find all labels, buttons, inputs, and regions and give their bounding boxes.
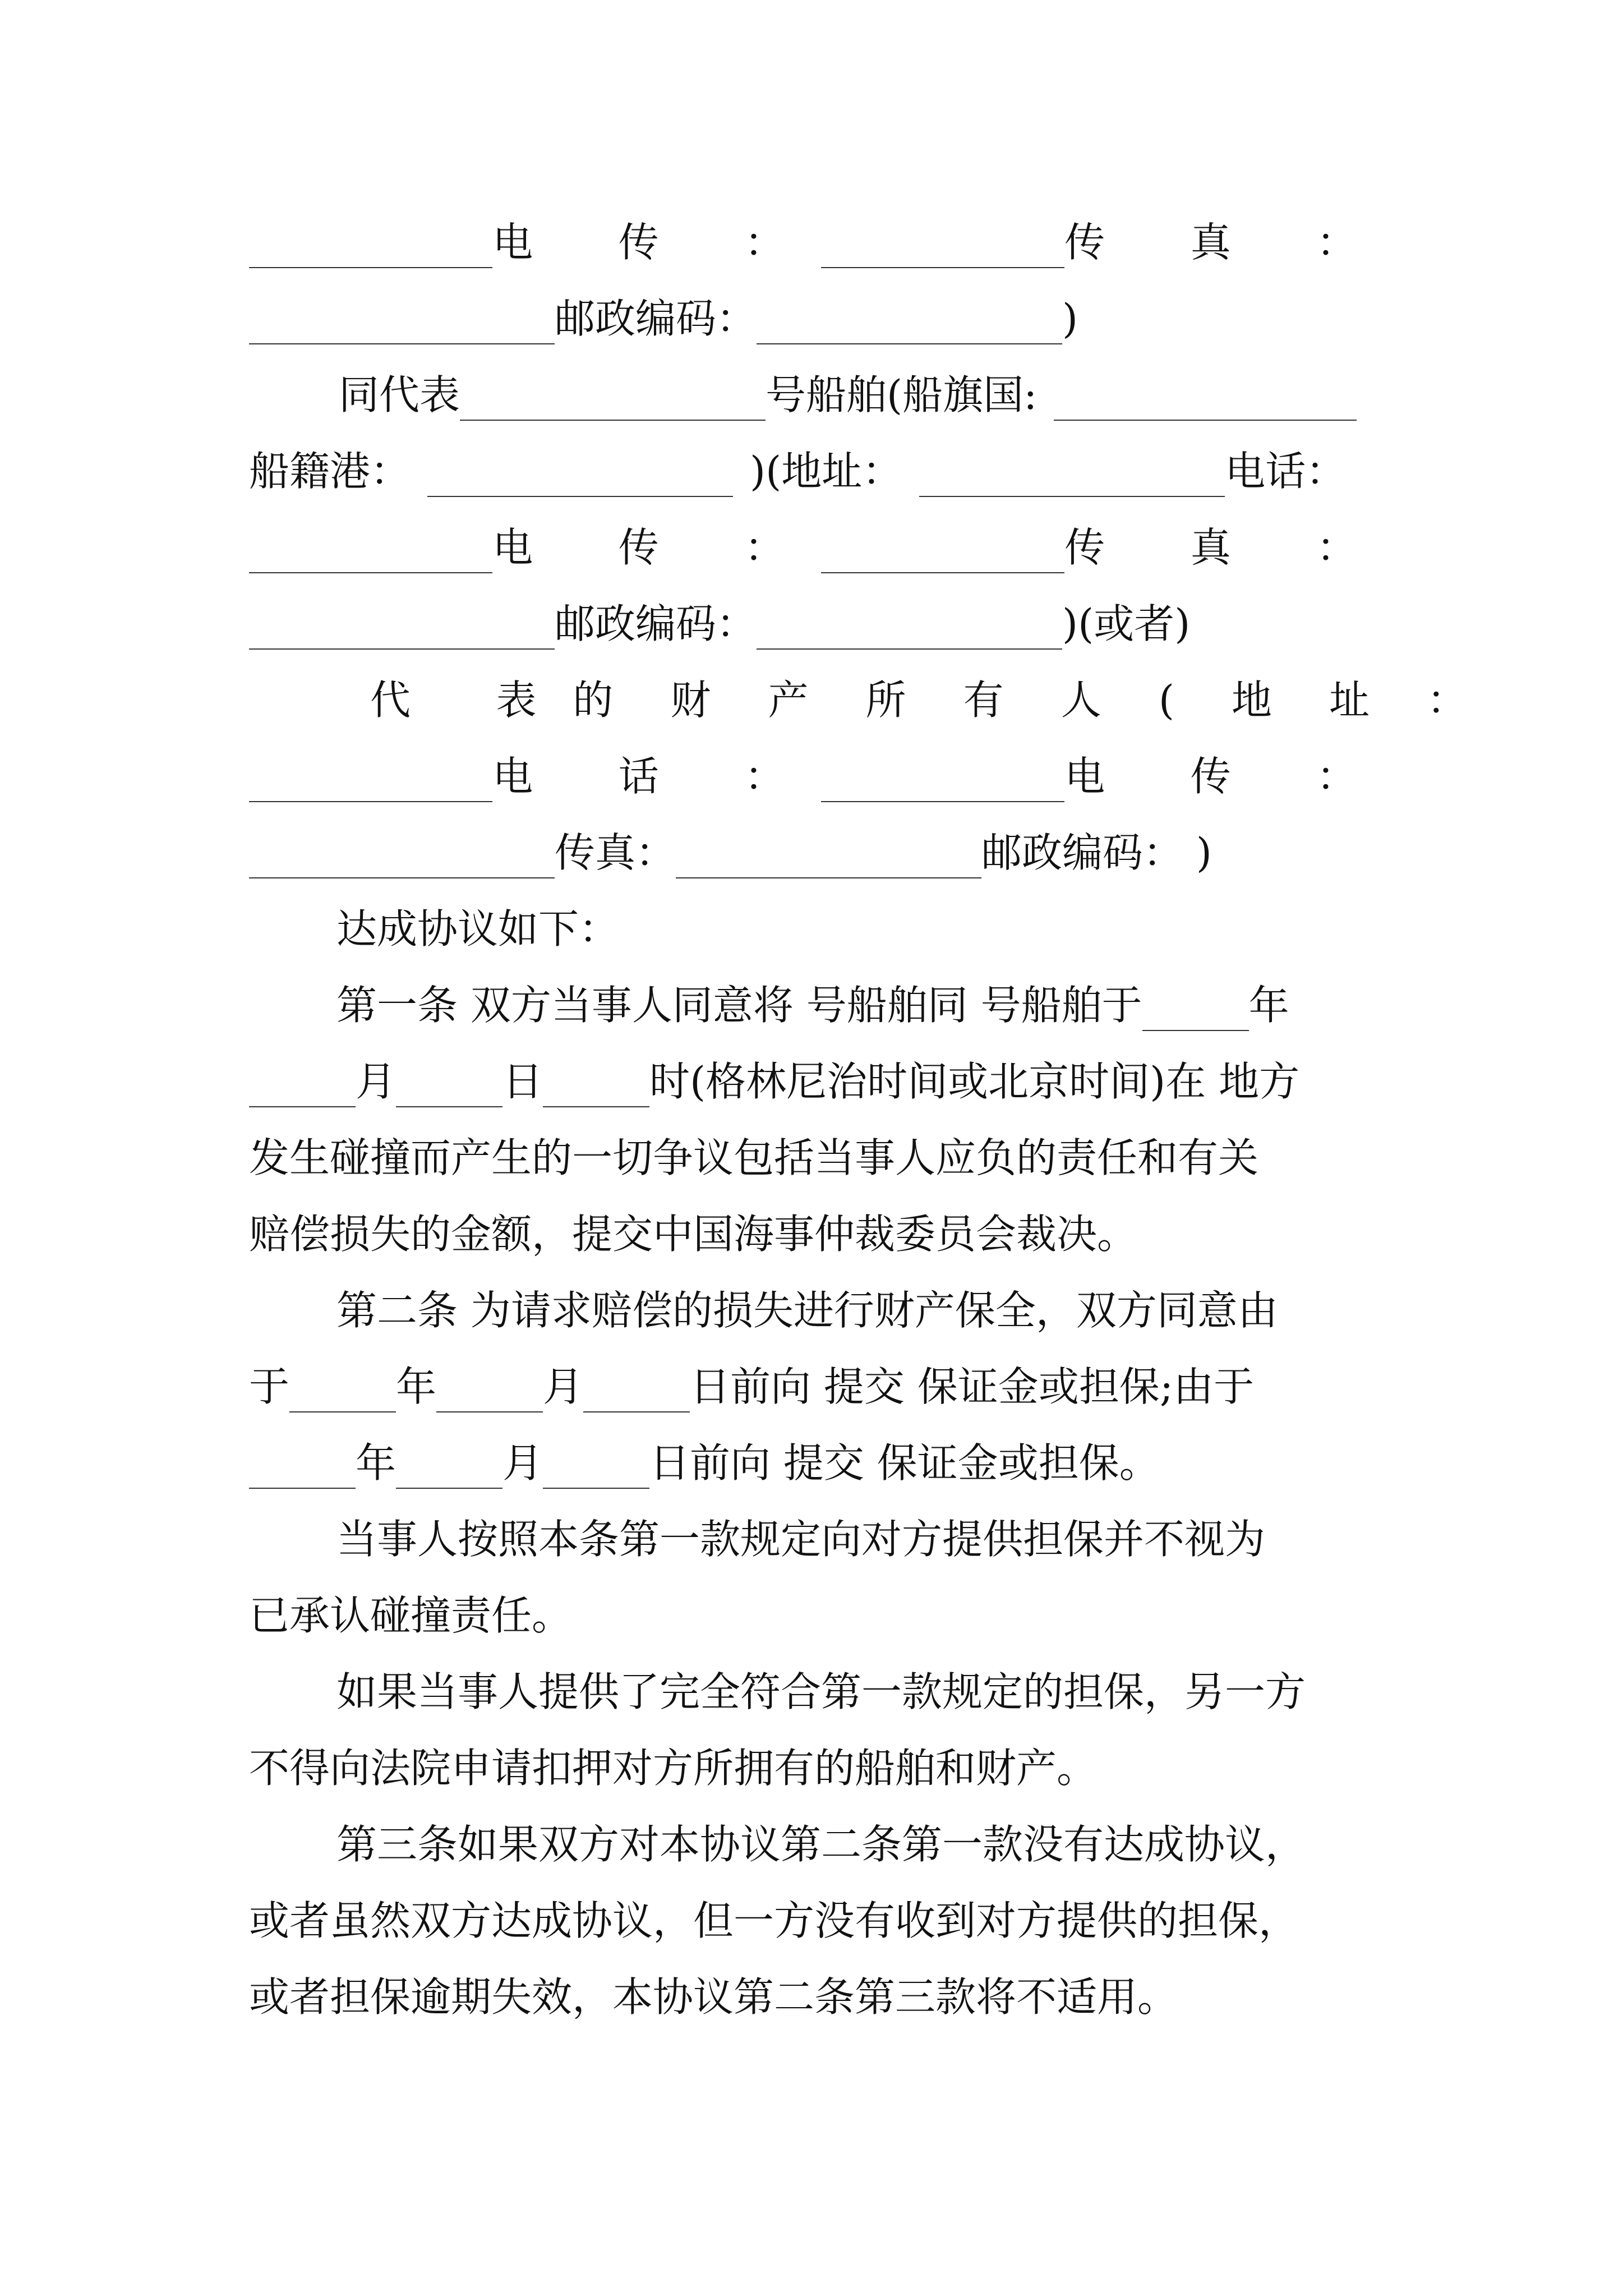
article-1-text: 第一条 双方当事人同意将 号船舶同 号船舶于 [336, 982, 1142, 1029]
paragraph-text: 或者虽然双方达成协议，但一方没有收到对方提供的担保， [249, 1897, 1299, 1944]
time-text: 时(格林尼治时间或北京时间)在 地方 [649, 1058, 1300, 1105]
contact-line-3 [249, 514, 1393, 581]
blank-field[interactable] [1054, 381, 1357, 421]
blank-field[interactable] [821, 534, 1064, 573]
article-1-line-3 [249, 1124, 1393, 1191]
blank-field[interactable] [249, 1068, 356, 1107]
paragraph-text: 于 [249, 1363, 290, 1410]
owner-address-label: 的 财 产 所 有 人 ( 地 址 ： [573, 677, 1490, 724]
paragraph-text: 当事人按照本条第一款规定向对方提供担保并不视为 [336, 1516, 1266, 1563]
blank-field[interactable] [249, 763, 492, 802]
paragraph-text: 或者担保逾期失效，本协议第二条第三款将不适用。 [249, 1973, 1178, 2021]
article-2-para-3-line-2 [249, 1734, 1393, 1802]
blank-field[interactable] [249, 839, 555, 878]
blank-field[interactable] [249, 1450, 356, 1489]
phone-label: 电话： [1225, 448, 1347, 495]
blank-field[interactable] [821, 229, 1064, 268]
year-label: 年 [356, 1439, 396, 1487]
intro-text: 达成协议如下： [336, 905, 620, 953]
article-2-line-1 [336, 1277, 1481, 1344]
fax-label: 传 真 ： [1064, 219, 1393, 266]
article-1-line-2 [249, 1048, 1393, 1115]
blank-field[interactable] [436, 1373, 543, 1412]
blank-field[interactable] [289, 1373, 396, 1412]
month-label: 月 [356, 1058, 396, 1105]
article-2-para-2-line-2 [249, 1582, 1393, 1649]
article-2-line-2 [249, 1353, 1393, 1420]
blank-field[interactable] [543, 1450, 649, 1489]
blank-field[interactable] [676, 839, 981, 878]
contact-line-4 [249, 590, 1393, 657]
article-3-line-1 [336, 1811, 1481, 1878]
owner-line [370, 666, 1490, 734]
phone-label: 电 话 ： [492, 753, 821, 800]
blank-field[interactable] [249, 534, 492, 573]
represent-label: 代 表 [370, 677, 573, 724]
or-label: )(或者) [1062, 600, 1191, 647]
blank-field[interactable] [396, 1450, 502, 1489]
month-label: 月 [543, 1363, 584, 1410]
paragraph-text: 如果当事人提供了完全符合第一款规定的担保，另一方 [336, 1668, 1306, 1715]
article-2-text: 第二条 为请求赔偿的损失进行财产保全，双方同意由 [336, 1287, 1278, 1334]
close-paren: ) [1062, 295, 1078, 342]
postcode-label: 邮政编码： ) [981, 829, 1212, 876]
contact-line-1 [249, 209, 1393, 276]
registry-port-label: 船籍港： [249, 448, 411, 495]
article-3-line-2 [249, 1887, 1393, 1954]
paragraph-text: 赔偿损失的金额，提交中国海事仲裁委员会裁决。 [249, 1211, 1138, 1258]
postcode-label: 邮政编码： [555, 295, 757, 342]
blank-field[interactable] [1142, 992, 1249, 1031]
ship-flag-label: 号船舶(船旗国: [766, 371, 1038, 418]
paragraph-text: 不得向法院申请扣押对方所拥有的船舶和财产。 [249, 1745, 1098, 1792]
year-label: 年 [1248, 982, 1289, 1029]
blank-field[interactable] [821, 763, 1064, 802]
postcode-label: 邮政编码： [555, 600, 757, 647]
article-2-para-3-line-1 [336, 1658, 1481, 1726]
blank-field[interactable] [427, 458, 733, 497]
ship-line [249, 361, 1393, 429]
blank-field[interactable] [249, 229, 492, 268]
article-3-line-3 [249, 1963, 1393, 2031]
blank-field[interactable] [460, 381, 766, 421]
fax-label: 传 真 ： [1064, 524, 1393, 571]
article-2-line-3 [249, 1429, 1393, 1497]
year-label: 年 [396, 1363, 437, 1410]
blank-field[interactable] [543, 1068, 649, 1107]
represent-label: 同代表 [339, 371, 460, 418]
article-3-text: 第三条如果双方对本协议第二条第一款没有达成协议， [336, 1821, 1306, 1868]
paragraph-text: 日前向 提交 保证金或担保。 [649, 1439, 1160, 1487]
blank-field[interactable] [757, 610, 1062, 650]
article-1-line-1 [336, 972, 1393, 1039]
article-2-para-2-line-1 [336, 1506, 1481, 1573]
contact-line-5 [249, 743, 1393, 810]
telex-label: 电 传 ： [1064, 753, 1393, 800]
fax-label: 传真： [555, 829, 676, 876]
agreement-intro [336, 895, 1481, 963]
blank-field[interactable] [396, 1068, 502, 1107]
blank-field[interactable] [583, 1373, 690, 1412]
contact-line-6 [249, 819, 1393, 886]
month-label: 月 [502, 1439, 543, 1487]
day-label: 日 [502, 1058, 543, 1105]
blank-field[interactable] [249, 305, 555, 344]
paragraph-text: 发生碰撞而产生的一切争议包括当事人应负的责任和有关 [249, 1134, 1259, 1181]
blank-field[interactable] [249, 610, 555, 650]
blank-field[interactable] [757, 305, 1062, 344]
telex-label: 电 传 ： [492, 219, 821, 266]
paragraph-text: 日前向 提交 保证金或担保;由于 [690, 1363, 1255, 1410]
telex-label: 电 传 ： [492, 524, 821, 571]
paragraph-text: 已承认碰撞责任。 [249, 1592, 573, 1639]
registry-line [249, 438, 1393, 505]
article-1-line-4 [249, 1200, 1393, 1268]
contact-line-2 [249, 285, 1393, 352]
blank-field[interactable] [919, 458, 1225, 497]
address-label: )(地址： [750, 448, 903, 495]
